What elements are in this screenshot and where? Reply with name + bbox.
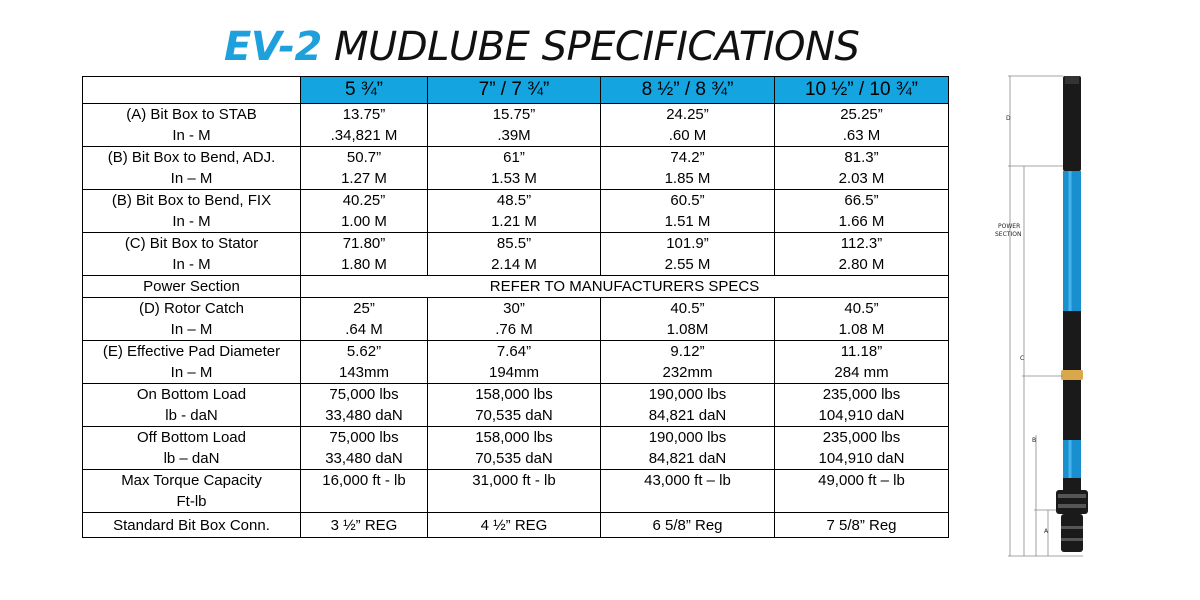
power-section-row [83, 276, 949, 298]
row-unit-label: In - M [172, 256, 211, 273]
row-label: (D) Rotor Catch [138, 300, 245, 317]
value-imperial: 190,000 lbs [648, 429, 727, 446]
value-cell [301, 147, 428, 190]
value-metric: 1.66 M [838, 213, 885, 230]
value-metric: .64 M [345, 321, 383, 338]
stabilizer [1056, 490, 1088, 514]
tool-body-bottom [1063, 478, 1081, 490]
value-metric: 84,821 daN [648, 407, 727, 424]
value-cell [775, 341, 949, 384]
value-metric: 232mm [662, 364, 713, 381]
value-metric: .34,821 M [330, 127, 398, 144]
value-cell [428, 233, 601, 276]
value-cell [601, 104, 775, 147]
value-cell [775, 427, 949, 470]
value-metric: 284 mm [834, 364, 889, 381]
value-cell [775, 233, 949, 276]
value-cell [775, 384, 949, 427]
value-metric [601, 491, 774, 512]
row-label-cell [83, 341, 301, 384]
value-cell [301, 190, 428, 233]
dim-label-a: A [1044, 528, 1049, 535]
value-cell [775, 190, 949, 233]
value-imperial: 40.5” [670, 300, 705, 317]
bit-box-value: 3 ½” REG [301, 513, 428, 538]
dim-label-d: D [1006, 115, 1011, 122]
value-cell [428, 190, 601, 233]
tool-body-lower [1063, 380, 1081, 440]
value-cell [775, 470, 949, 513]
value-imperial: 25.25” [840, 106, 883, 123]
value-cell [428, 470, 601, 513]
value-cell [601, 233, 775, 276]
row-label-cell [83, 384, 301, 427]
value-cell [601, 470, 775, 513]
power-section-label-1: POWER [998, 223, 1021, 230]
tool-drawing [990, 70, 1110, 560]
value-metric: 1.08 M [838, 321, 885, 338]
title-model: EV-2 [224, 24, 322, 70]
power-section-label-2: SECTION [995, 231, 1022, 238]
value-metric: 1.53 M [491, 170, 537, 187]
power-section-body [1063, 171, 1081, 311]
value-cell [301, 384, 428, 427]
header-row [83, 77, 949, 104]
table-row [83, 190, 949, 233]
value-cell [601, 427, 775, 470]
bit-box-row [83, 513, 949, 538]
value-metric [301, 491, 427, 512]
value-cell [601, 190, 775, 233]
header-size-10-1-2: 10 ½” / 10 ¾” [775, 77, 949, 104]
table-row [83, 384, 949, 427]
power-section-note: REFER TO MANUFACTURERS SPECS [301, 276, 949, 298]
specifications-table [82, 76, 949, 538]
value-metric: 84,821 daN [648, 450, 727, 467]
header-size-5-3-4: 5 ¾” [301, 77, 428, 104]
value-imperial: 75,000 lbs [329, 429, 399, 446]
value-metric: .76 M [495, 321, 533, 338]
value-cell [428, 104, 601, 147]
value-imperial: 66.5” [844, 192, 879, 209]
dim-label-b: B [1032, 437, 1037, 444]
row-unit-label: In - M [172, 213, 211, 230]
value-metric: 1.00 M [341, 213, 387, 230]
header-blank-cell [83, 77, 301, 104]
value-imperial: 81.3” [844, 149, 879, 166]
value-cell [428, 147, 601, 190]
value-imperial: 48.5” [496, 192, 532, 209]
value-imperial: 11.18” [840, 343, 883, 360]
value-metric: 1.21 M [491, 213, 537, 230]
value-metric: 104,910 daN [818, 407, 905, 424]
value-imperial: 31,000 ft - lb [472, 472, 556, 489]
row-label: Off Bottom Load [137, 429, 246, 446]
table-row [83, 298, 949, 341]
row-unit-label: lb – daN [163, 450, 220, 467]
value-imperial: 30” [503, 300, 525, 317]
value-cell [428, 298, 601, 341]
value-imperial: 112.3” [840, 235, 883, 252]
value-metric: .60 M [668, 127, 707, 144]
value-cell [301, 341, 428, 384]
value-imperial: 61” [503, 149, 525, 166]
bit-box-value: 7 5/8” Reg [775, 513, 949, 538]
value-cell [301, 427, 428, 470]
value-imperial: 85.5” [496, 235, 532, 252]
value-metric: 143mm [338, 364, 390, 381]
value-metric: 70,535 daN [475, 407, 553, 424]
value-imperial: 158,000 lbs [475, 429, 553, 446]
value-metric: .63 M [842, 127, 881, 144]
lower-blue-band [1063, 440, 1081, 478]
value-imperial: 74.2” [670, 149, 705, 166]
value-metric: .39M [497, 127, 531, 144]
value-cell [301, 104, 428, 147]
value-imperial: 7.64” [496, 343, 532, 360]
row-unit-label: lb - daN [165, 407, 218, 424]
value-metric: 1.80 M [341, 256, 387, 273]
value-imperial: 24.25” [666, 106, 709, 123]
value-metric [775, 491, 948, 512]
value-metric [428, 491, 600, 512]
value-cell [428, 427, 601, 470]
value-cell [601, 384, 775, 427]
value-imperial: 40.25” [342, 192, 386, 209]
value-metric: 2.80 M [838, 256, 885, 273]
value-imperial: 190,000 lbs [648, 386, 727, 403]
value-imperial: 5.62” [346, 343, 382, 360]
value-metric: 33,480 daN [325, 407, 403, 424]
value-cell [775, 147, 949, 190]
value-imperial: 9.12” [670, 343, 705, 360]
value-cell [301, 233, 428, 276]
bit-box-value: 4 ½” REG [428, 513, 601, 538]
power-section-label: Power Section [83, 276, 301, 298]
value-cell [428, 341, 601, 384]
value-metric: 1.08M [666, 321, 709, 338]
row-label: (A) Bit Box to STAB [126, 106, 257, 123]
row-label: Max Torque Capacity [121, 472, 262, 489]
bend-ring [1061, 370, 1083, 380]
value-metric: 1.85 M [664, 170, 711, 187]
row-label-cell [83, 104, 301, 147]
row-label: (B) Bit Box to Bend, ADJ. [107, 149, 276, 166]
value-cell [601, 147, 775, 190]
value-metric: 33,480 daN [325, 450, 403, 467]
row-label-cell [83, 233, 301, 276]
row-unit-label: In – M [170, 364, 213, 381]
tool-body-top [1063, 76, 1081, 171]
bit-box-label: Standard Bit Box Conn. [83, 513, 301, 538]
tool-diagram [990, 70, 1110, 560]
row-label-cell [83, 190, 301, 233]
value-imperial: 16,000 ft - lb [322, 472, 406, 489]
header-size-8-1-2: 8 ½” / 8 ¾” [601, 77, 775, 104]
value-metric: 2.03 M [838, 170, 885, 187]
value-imperial: 25” [353, 300, 375, 317]
table-row [83, 470, 949, 513]
table-row [83, 427, 949, 470]
row-label-cell [83, 147, 301, 190]
value-imperial: 13.75” [342, 106, 386, 123]
value-imperial: 158,000 lbs [475, 386, 553, 403]
value-metric: 2.14 M [491, 256, 537, 273]
bit-box-value: 6 5/8” Reg [601, 513, 775, 538]
tool-body-mid [1063, 311, 1081, 371]
bit-box [1061, 514, 1083, 552]
value-imperial: 49,000 ft – lb [818, 472, 905, 489]
title-text: MUDLUBE SPECIFICATIONS [321, 24, 860, 70]
value-metric: 70,535 daN [475, 450, 553, 467]
value-metric: 1.27 M [341, 170, 387, 187]
row-unit-label: Ft-lb [176, 493, 207, 510]
table-row [83, 233, 949, 276]
row-unit-label: In – M [170, 321, 213, 338]
value-cell [301, 298, 428, 341]
row-unit-label: In – M [170, 170, 213, 187]
value-metric: 194mm [488, 364, 540, 381]
value-cell [775, 104, 949, 147]
row-label: On Bottom Load [136, 386, 247, 403]
value-cell [301, 470, 428, 513]
row-label-cell [83, 427, 301, 470]
row-label-cell [83, 470, 301, 513]
value-imperial: 43,000 ft – lb [644, 472, 731, 489]
header-size-7: 7” / 7 ¾” [428, 77, 601, 104]
value-cell [601, 341, 775, 384]
table-row [83, 341, 949, 384]
value-imperial: 101.9” [666, 235, 709, 252]
row-label: (E) Effective Pad Diameter [102, 343, 281, 360]
value-cell [428, 384, 601, 427]
value-imperial: 71.80” [342, 235, 386, 252]
tool-top-cap [1065, 76, 1079, 84]
row-label: (C) Bit Box to Stator [124, 235, 259, 252]
value-cell [775, 298, 949, 341]
page-title [224, 22, 859, 72]
value-imperial: 235,000 lbs [822, 429, 901, 446]
value-imperial: 60.5” [670, 192, 705, 209]
table-row [83, 104, 949, 147]
value-metric: 1.51 M [664, 213, 711, 230]
dim-label-c: C [1020, 355, 1025, 362]
row-label-cell [83, 298, 301, 341]
value-imperial: 235,000 lbs [822, 386, 901, 403]
value-imperial: 15.75” [492, 106, 536, 123]
value-imperial: 50.7” [346, 149, 382, 166]
table-row [83, 147, 949, 190]
row-label: (B) Bit Box to Bend, FIX [111, 192, 272, 209]
row-unit-label: In - M [172, 127, 211, 144]
value-cell [601, 298, 775, 341]
value-metric: 2.55 M [664, 256, 711, 273]
value-metric: 104,910 daN [818, 450, 905, 467]
value-imperial: 40.5” [844, 300, 879, 317]
value-imperial: 75,000 lbs [329, 386, 399, 403]
